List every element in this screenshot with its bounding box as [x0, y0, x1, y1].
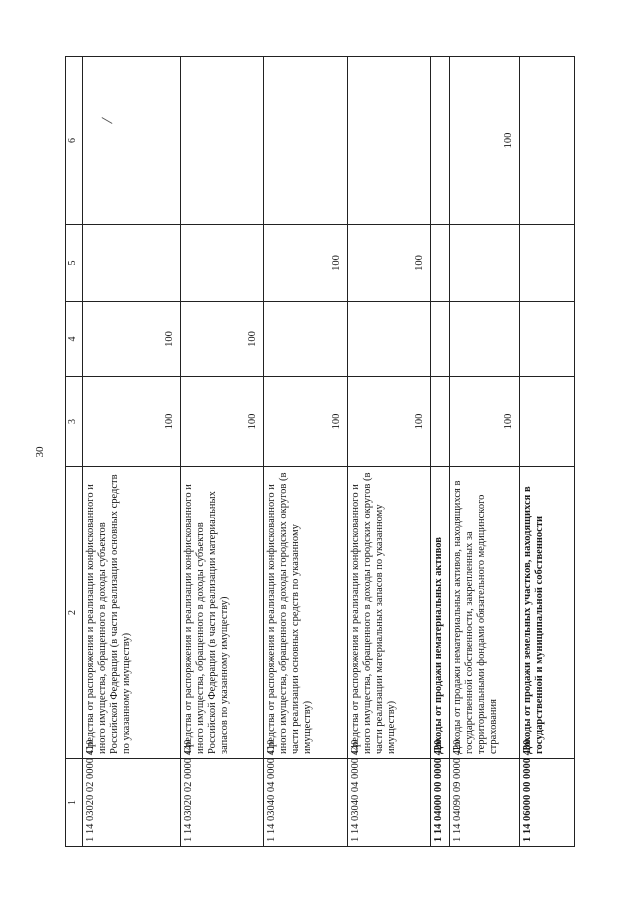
row-code: 1 14 03040 04 0000 410: [264, 759, 347, 847]
row-name: Средства от распоряжения и реализации конфискованного и иного имущества, обращенного в доходы субъектов Российской Федерации (в части реализации материальных запасов по указанному имуществу): [180, 467, 263, 759]
row-col-5: 100: [264, 225, 347, 302]
row-col-5: [450, 225, 520, 302]
row-col-3: 100: [450, 377, 520, 467]
pen-mark-icon: [102, 117, 113, 124]
row-code: 1 14 04090 09 0000 420: [450, 759, 520, 847]
header-col-5: 5: [66, 225, 83, 302]
table-row: [430, 57, 449, 847]
row-col-6: [519, 57, 574, 225]
row-col-4: [347, 302, 430, 377]
row-code: 1 14 03020 02 0000 410: [83, 759, 181, 847]
table-row: [83, 57, 181, 847]
row-col-3: 100: [83, 377, 181, 467]
row-name: Средства от распоряжения и реализации конфискованного и иного имущества, обращенного в доходы городских округов (в части реализации материальных запасов по указанному имуществу): [347, 467, 430, 759]
row-col-3: 100: [347, 377, 430, 467]
header-col-3: 3: [66, 377, 83, 467]
row-col-4: [264, 302, 347, 377]
revenue-table: [65, 56, 575, 847]
row-col-4: [430, 302, 449, 377]
row-code: 1 14 06000 00 0000 430: [519, 759, 574, 847]
header-col-2: 2: [66, 467, 83, 759]
row-col-4: 100: [180, 302, 263, 377]
row-col-3: [519, 377, 574, 467]
row-col-6: [430, 57, 449, 225]
row-col-4: [450, 302, 520, 377]
row-col-4: [519, 302, 574, 377]
row-col-3: 100: [264, 377, 347, 467]
row-col-6: 100: [450, 57, 520, 225]
row-col-4: 100: [83, 302, 181, 377]
page-number: 30: [34, 446, 46, 458]
row-col-6: [264, 57, 347, 225]
header-col-1: 1: [66, 759, 83, 847]
table-row: [519, 57, 574, 847]
row-col-5: [180, 225, 263, 302]
table-row: [450, 57, 520, 847]
row-col-5: [430, 225, 449, 302]
row-col-6: [347, 57, 430, 225]
header-col-6: 6: [66, 57, 83, 225]
row-col-5: 100: [347, 225, 430, 302]
row-col-6: [180, 57, 263, 225]
row-col-3: [430, 377, 449, 467]
rotated-table-container: [65, 57, 575, 847]
row-col-5: [519, 225, 574, 302]
row-code: 1 14 03020 02 0000 440: [180, 759, 263, 847]
row-name: Доходы от продажи нематериальных активов: [430, 467, 449, 759]
row-name: Доходы от продажи земельных участков, находящихся в государственной и муниципальной собственности: [519, 467, 574, 759]
header-row: [66, 57, 83, 847]
table-row: [347, 57, 430, 847]
row-code: 1 14 04000 00 0000 420: [430, 759, 449, 847]
row-code: 1 14 03040 04 0000 440: [347, 759, 430, 847]
row-name: Средства от распоряжения и реализации конфискованного и иного имущества, обращенного в доходы городских округов (в части реализации основных средств по указанному имуществу): [264, 467, 347, 759]
row-name: Доходы от продажи нематериальных активов, находящихся в государственной собственности, закрепленных за территориальными фондами обязательного медицинского страхования: [450, 467, 520, 759]
row-col-6: [83, 57, 181, 225]
row-col-5: [83, 225, 181, 302]
row-col-3: 100: [180, 377, 263, 467]
header-col-4: 4: [66, 302, 83, 377]
table-row: [180, 57, 263, 847]
row-name: Средства от распоряжения и реализации конфискованного и иного имущества, обращенного в доходы субъектов Российской Федерации (в части реализации основных средств по указанному имуществу): [83, 467, 181, 759]
table-row: [264, 57, 347, 847]
